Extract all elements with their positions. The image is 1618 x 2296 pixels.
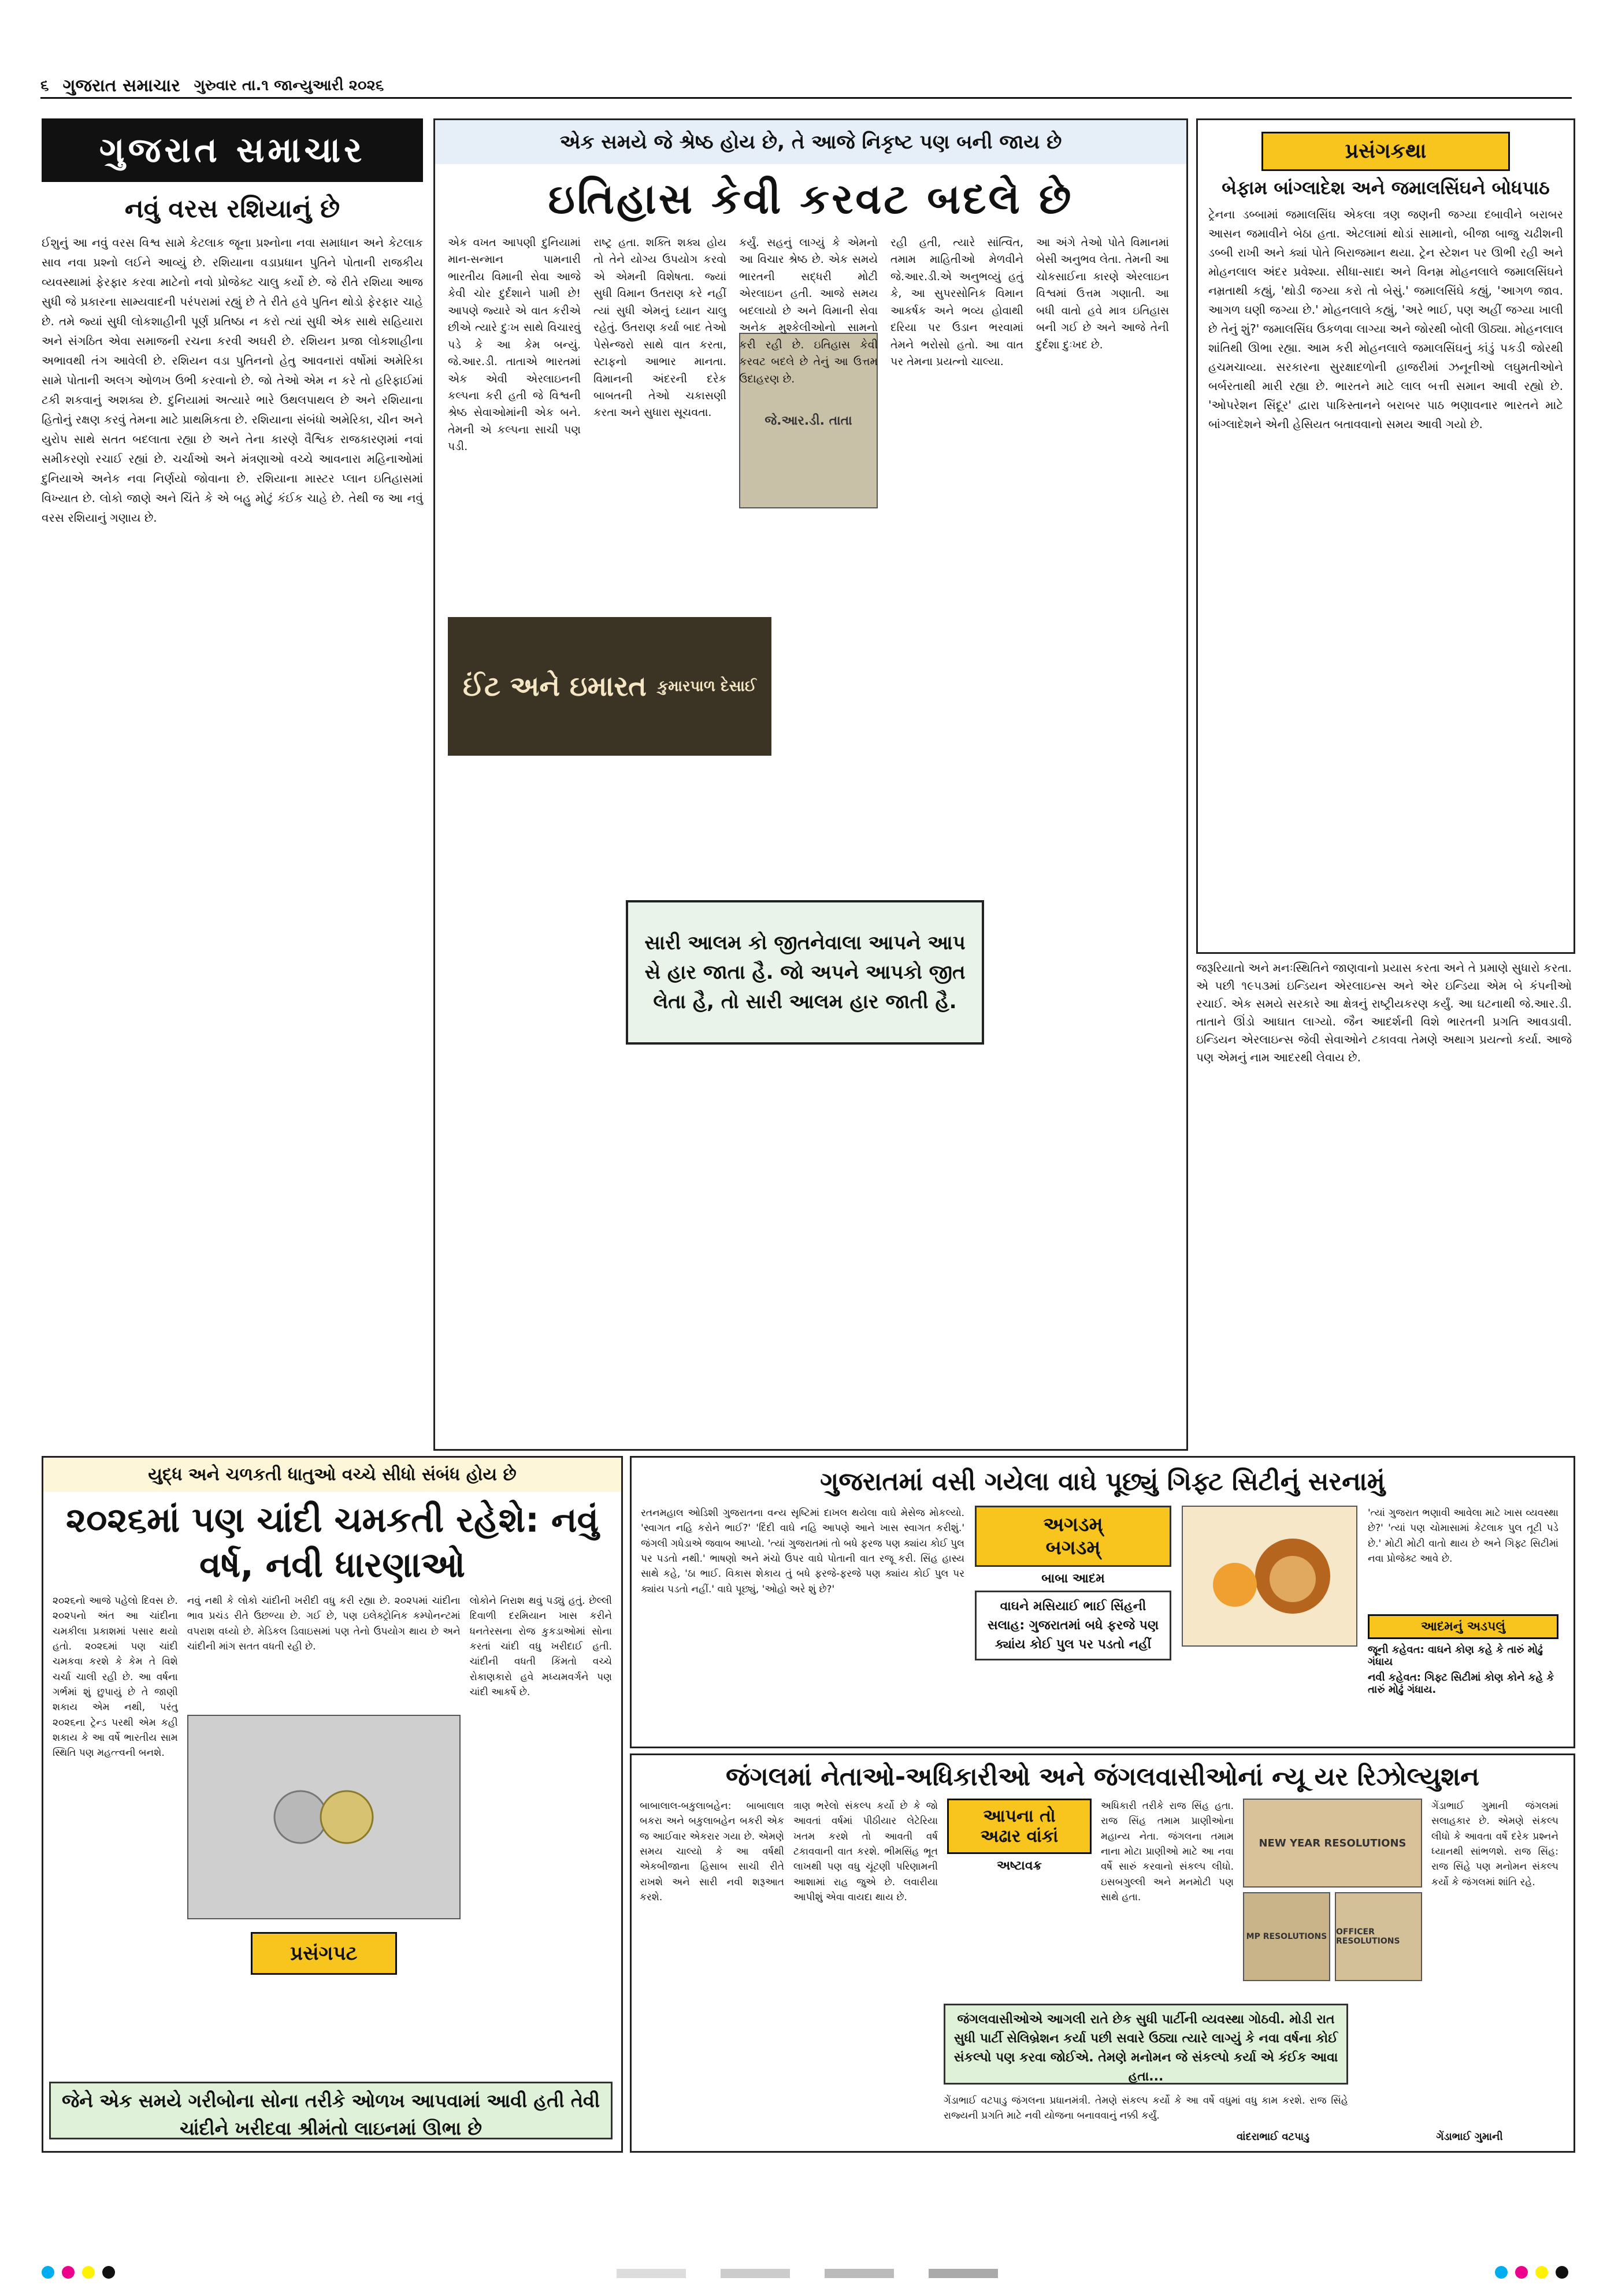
column-ad-title: ઈંટ અને ઇમારત xyxy=(463,670,647,703)
silver-article xyxy=(42,1456,623,2153)
paper-logo: ગુજરાત સમાચાર xyxy=(42,118,423,182)
side-quote-2: નવી કહેવત: ગિફ્ટ સિટીમાં કોણ કોને કહે કે તારું મોઢું ગંધાય. xyxy=(1368,1671,1554,1696)
jungle-col-5: ગેંડાભાઈ ગુમાની જંગલમાં સલાહકાર છે. એમણે સંકલ્પ લીધો કે આવતા વર્ષે દરેક પ્રશ્નને ધ્યાનથી સાંભળશે. રાજ સિંહ: રાજ સિંહે પણ મનોમન સંકલ્પ કર્યો કે જંગલમાં શાંતિ રહે. xyxy=(1431,1800,1558,1888)
editorial-body: ઈશુનું આ નવું વરસ વિશ્વ સામે કેટલાક જૂના પ્રશ્નોના નવા સમાધાન અને કેટલાક સાવ નવા પ્રશ્નો લઈને આવ્યું છે. રશિયાના વડાપ્રધાન પુતિને પોતાની રાજકીય વ્યવસ્થામાં ફેરફાર કરવા માટેનો નવો પ્રોજેક્ટ ચાલુ કર્યો છે. જે રીતે રશિયા આજ સુધી જે પ્રકારના સામ્યવાદની પરંપરામાં રહ્યું છે તે રીતે હવે પુતિન થોડો ફેરફાર ચાહે છે. તમે જ્યાં સુધી લોકશાહીની પૂર્ણ પ્રતિષ્ઠા ન કરો ત્યાં સુધી એક સાથે સહિયારા અને સંગઠિત એવા સમાજની રચના કરવી અઘરી છે. રશિયન પ્રજા લોકશાહીના અભાવથી તંગ આવેલી છે. રશિયન વડા પુતિનનો હેતુ આવનારાં વર્ષોમાં અમેરિકા સામે પોતાની અલગ ઓળખ ઉભી કરવાનો છે. જો તેઓ એમ ન કરે તો હરિફાઈમાં ટકી શકવાનું અશક્ય છે. દુનિયામાં અત્યારે ભારે ઉથલપાથલ છે અને રશિયાના હિતોનું રક્ષણ કરવું તેમના માટે પ્રાથમિકતા છે. રશિયાના સંબંધો અમેરિકા, ચીન અને યુરોપ સાથે સતત બદલાતા રહ્યા છે અને તેના કારણે વૈશ્વિક રાજકારણમાં નવાં સમીકરણો રચાઈ રહ્યાં છે. ચર્ચાઓ અને મંત્રણાઓ વચ્ચે આવનારા મહિનાઓમાં દુનિયાએ અનેક નવા નિર્ણયો જોવાના છે. રશિયાના માસ્ટર પ્લાન ઇતિહાસમાં વિખ્યાત છે. લોકો જાણે અને ચિંતે કે એ બહુ મોટું કંઈક ચાહે છે. તેથી જ આ નવું વરસ રશિયાનું ગણાય છે. xyxy=(42,236,423,525)
jungle-caption-1: વાંદરાભાઈ વટપાડુ xyxy=(1236,2131,1310,2143)
yellow-dot xyxy=(1535,2266,1548,2279)
tiger-article xyxy=(630,1456,1575,1748)
img3-label: OFFICER RESOLUTIONS xyxy=(1336,1927,1400,1946)
silver-title: ૨૦૨૬માં પણ ચાંદી ચમકતી રહેશે: નવું વર્ષ, નવી ધારણાઓ xyxy=(66,1500,599,1585)
jungle-title: જંગલમાં નેતાઓ-અધિકારીઓ અને જંગલવાસીઓનાં ન્યૂ યર રિઝોલ્યુશન xyxy=(726,1762,1479,1792)
silver-col-2: નવું નથી કે લોકો ચાંદીની ખરીદી વધુ કરી રહ્યા છે. ૨૦૨૫માં ચાંદીના ભાવ પ્રચંડ રીતે ઉછળ્યા છે. ગઈ છે, પણ ઇલેક્ટ્રોનિક કમ્પોનન્ટમાં વપરાશ વધ્યો છે. મેડિકલ ડિવાઇસમાં પણ તેનો ઉપયોગ થાય છે અને ચાંદીની માંગ સતત વધતી રહી છે. xyxy=(187,1595,461,1653)
gray-patch xyxy=(721,2269,790,2278)
silver-coins-photo xyxy=(187,1715,461,1919)
editorial xyxy=(42,191,423,1450)
img1-label: NEW YEAR RESOLUTIONS xyxy=(1259,1837,1407,1849)
tag2-line-1: આપના તો xyxy=(983,1806,1056,1826)
side-quote-1: જૂની કહેવત: વાઘને કોણ કહે કે તારું મોઢું ગંધાય xyxy=(1368,1644,1543,1668)
gray-patch xyxy=(617,2269,686,2278)
issue-date: ગુરુવાર તા.૧ જાન્યુઆરી ૨૦૨૬ xyxy=(194,76,384,94)
jungle-col-1: બાબાલાલ-બકુલાબહેન: બાબાલાલ બકરા અને બકુલાબહેન બકરી એક જ આઈવાર એકરાર ગયા છે. એમણે સમય ચાલ્યો કે આ વર્ષથી એકબીજાના હિસાબ સાચી રીતે રાખશે અને સારી નવી શરૂઆત કરશે. xyxy=(640,1800,784,1904)
agadam-bagadam-tag xyxy=(975,1506,1171,1567)
magenta-dot xyxy=(62,2266,75,2279)
tag-line-1: અગડમ્ xyxy=(1043,1513,1103,1536)
column-ad-author: કુમારપાળ દેસાઈ xyxy=(657,677,756,695)
tag2-line-2: અઢાર વાંકાં xyxy=(980,1826,1059,1847)
silver-col-3: લોકોને નિરાશ થવું પડ્યું હતું. છેલ્લી દિવાળી દરમિયાન ખાસ કરીને ધનતેરસના રોજ કુકડાઓમાં સોના કરતાં ચાંદી વધુ ખરીદાઈ હતી. ચાંદીની વધતી કિંમતો વચ્ચે રોકાણકારો હવે મધ્યમવર્ગને પણ ચાંદી આકર્ષે છે. xyxy=(469,1595,612,1699)
adam-adapalu-tag: આદમનું અડપલું xyxy=(1368,1614,1558,1639)
jungle-col-3: અધિકારી તરીકે રાજ સિંહ હતા. રાજ સિંહ તમામ પ્રાણીઓના મહાન્ય નેતા. જંગલના તમામ નાના મોટા પ્રાણીઓ માટે આ નવા વર્ષે સારું કરવાનો સંકલ્પ લીધો. ઇસબગુલ્લી અને મનમોટી પણ સાથે હતા. xyxy=(1101,1800,1234,1904)
coins-icon xyxy=(266,1782,381,1852)
prasangpat-tag: પ્રસંગપટ xyxy=(251,1932,397,1975)
jrd-photo-caption: જે.આર.ડી. તાતા xyxy=(765,413,852,428)
tiger-title: ગુજરાતમાં વસી ગયેલા વાઘે પૂછ્યું ગિફ્ટ સિટીનું સરનામું xyxy=(820,1467,1385,1496)
jungle-caption-2: ગેંડાભાઈ ગુમાની xyxy=(1436,2131,1503,2143)
feature-quote: સારી આલમ કો જીતનેવાલા આપને આપ સે હાર જાતા હૈ. જો અપને આપકો જીત લેતા હૈ, તો સારી આલમ હાર જાતી હૈ. xyxy=(626,900,984,1045)
page-number: ૬ xyxy=(40,76,49,94)
prasang-tag: પ્રસંગકથા xyxy=(1261,132,1510,171)
feature-title: ઇતિહાસ કેવી કરવટ બદલે છે xyxy=(548,174,1074,223)
tiger-author: બાબા આદમ xyxy=(1041,1571,1105,1586)
tiger-lion-illustration xyxy=(1182,1506,1357,1647)
prasang-title: બેફામ બાંગ્લાદેશ અને જમાલસિંઘને બોધપાઠ xyxy=(1222,177,1550,199)
tiger-right-col: 'ત્યાં ગુજરાત ભણાવી આવેલા માટે ખાસ વ્યવસ્થા છે?' 'ત્યાં પણ ચોમાસામાં કેટલાક પુલ તૂટી પડે છે.' મોટી મોટી વાતો થાય છે અને ગિફ્ટ સિટીમાં નવા પ્રોજેક્ટ આવે છે. xyxy=(1368,1507,1558,1565)
editorial-title: નવું વરસ રશિયાનું છે xyxy=(124,194,340,224)
tag-line-2: બગડમ્ xyxy=(1045,1536,1101,1559)
paper-name: ગુજરાત સમાચાર xyxy=(62,75,180,96)
jungle-author: અષ્ટાવક્ર xyxy=(996,1859,1042,1873)
feature-col-5: આ અંગે તેઓ પોતે વિમાનમાં બેસી અનુભવ લેતા. તેમની આ ચોકસાઈના કારણે એરલાઇન વિશ્વમાં ઉત્તમ ગણાતી. આ બધી વાતો હવે માત્ર ઇતિહાસ બની ગઈ છે અને આજે તેની દુર્દશા દુઃખદ છે. xyxy=(1036,236,1169,351)
gray-patch xyxy=(825,2269,894,2278)
registration-dots-right xyxy=(1495,2266,1573,2281)
feature-article xyxy=(433,118,1188,1451)
img2-label: MP RESOLUTIONS xyxy=(1246,1932,1327,1941)
black-dot xyxy=(1556,2266,1568,2279)
aapna-to-tag xyxy=(947,1799,1092,1854)
gray-ramp xyxy=(617,2269,998,2278)
lion-icon xyxy=(1200,1530,1339,1622)
jungle-article xyxy=(630,1753,1575,2153)
yellow-dot xyxy=(82,2266,95,2279)
gray-patch xyxy=(929,2269,998,2278)
silver-kicker: યુદ્ધ અને ચળકતી ધાતુઓ વચ્ચે સીધો સંબંધ હોય છે xyxy=(43,1458,621,1492)
silver-bottom-banner: જેને એક સમયે ગરીબોના સોના તરીકે ઓળખ આપવામાં આવી હતી તેવી ચાંદીને ખરીદવા શ્રીમંતો લાઇનમાં ઊભા છે xyxy=(49,2082,613,2139)
resolution-illustration-2 xyxy=(1243,1892,1330,1981)
magenta-dot xyxy=(1515,2266,1528,2279)
resolution-illustration-3 xyxy=(1335,1892,1422,1981)
feature-col-4: રહી હતી, ત્યારે સાંત્વિત, તમામ માહિતીઓ મેળવીને જે.આર.ડી.એ અનુભવ્યું હતું કે, આ સુપરસોનિક વિમાન આકર્ષક અને ભવ્ય હોવાથી દરિયા પર ઉડાન ભરવામાં તેમને ભરોસો હતો. આ વાત પર તેમના પ્રયત્નો ચાલ્યા. xyxy=(890,236,1023,369)
feature-continuation: જરૂરિયાતો અને મનઃસ્થિતિને જાણવાનો પ્રયાસ કરતા અને તે પ્રમાણે સુધારો કરતા. એ પછી ૧૯૫૩માં ઇન્ડિયન એરલાઇન્સ અને એર ઇન્ડિયા એમ બે કંપનીઓ રચાઈ. એક સમયે સરકારે આ ક્ષેત્રનું રાષ્ટ્રીયકરણ કર્યું. આ ઘટનાથી જે.આર.ડી. તાતાને ઊંડો આઘાત લાગ્યો. જૈન આદર્શની વિશે ભારતની પ્રગતિ આવડાવી. ઇન્ડિયન એરલાઇન્સ જેવી સેવાઓને ટકાવવા તેમણે અથાગ પ્રયત્નો કર્યા. આજે પણ એમનું નામ આદરથી લેવાય છે. xyxy=(1196,961,1572,1064)
color-registration-bar xyxy=(42,2265,1573,2282)
resolution-illustration-1 xyxy=(1243,1799,1422,1888)
feature-col-3: કર્યું. સહનું લાગ્યું કે એમનો આ વિચાર શ્રેષ્ઠ છે. એક સમયે ભારતની સદ્ધરી મોટી એરલાઇન હતી. આજે સમય બદલાયો છે અને વિમાની સેવા અનેક મુશ્કેલીઓનો સામનો કરી રહી છે. ઇતિહાસ કેવી કરવટ બદલે છે તેનું આ ઉત્તમ ઉદાહરણ છે. xyxy=(739,236,878,385)
prasang-body: ટ્રેનના ડબ્બામાં જમાલસિંઘ એકલા ત્રણ જણની જગ્યા દબાવીને બરાબર આસન જમાવીને બેઠા હતા. એટલામાં થોડાં સામાનો, બીજા બાજુ ચઢીશની ડબ્બી રાખી અને ક્યાં પોતે બિરાજમાન થયા. ટ્રેન સ્ટેશન પર ઊભી રહી અને મોહનલાલ અંદર પ્રવેશ્યા. સીધા-સાદા અને વિનમ્ર મોહનલાલે જમાલસિંઘને નમ્રતાથી કહ્યું, 'થોડી જગ્યા કરો તો બેસું.' જમાલસિંઘે કહ્યું, 'આગળ જાવ. આગળ ઘણી જગ્યા છે.' મોહનલાલે કહ્યું, 'અરે ભાઈ, પણ અહીં જગ્યા ખાલી છે તેનું શું?' જમાલસિંઘ ઉકળવા લાગ્યા અને જોરથી બોલી ઊઠ્યા. મોહનલાલ શાંતિથી ઊભા રહ્યા. આમ કરી મોહનલાલે જમાલસિંઘનું કાંડું પકડી જોરથી હચમચાવ્યા. સરકારના સુરક્ષાદળોની હાજરીમાં ઝનૂનીઓ લઘુમતીઓને બર્બરતાથી મારી રહ્યા છે. ભારતને માટે લાલ બત્તી સમાન આવી રહ્યો છે. 'ઓપરેશન સિંદૂર' દ્વારા પાકિસ્તાનને બરાબર પાઠ ભણાવનાર ભારતને માટે બાંગ્લાદેશને એની હેસિયત બતાવવાનો સમય આવી ગયો છે. xyxy=(1208,207,1563,431)
feature-col-2: રાષ્ટ્ર હતા. શક્તિ શક્ય હોય તો તેને યોગ્ય ઉપયોગ કરવો એ એમની વિશેષતા. જ્યાં સુધી વિમાન ઉતરાણ કરે નહીં ત્યાં સુધી એમનું ઘ્યાન ચાલુ રહેતું. ઉતરાણ કર્યા બાદ તેઓ પેસેન્જરો સાથે વાત કરતા, સ્ટાફનો આભાર માનતા. વિમાનની અંદરની દરેક બાબતની તેઓ ચકાસણી કરતા અને સુધારા સૂચવતા. xyxy=(593,236,726,419)
black-dot xyxy=(102,2266,115,2279)
feature-col-1: એક વખત આપણી દુનિયામાં માન-સન્માન પામનારી ભારતીય વિમાની સેવા આજે કેવી ચોર દુર્દશાને પામી છે! આપણે જ્યારે એ વાત કરીએ છીએ ત્યારે દુઃખ સાથે વિચારવું પડે કે આ કેમ બન્યું. જે.આર.ડી. તાતાએ ભારતમાં એક એવી એરલાઇનની કલ્પના કરી હતી જે વિશ્વની શ્રેષ્ઠ સેવાઓમાંની એક બને. તેમની એ કલ્પના સાચી પણ પડી. xyxy=(448,236,581,454)
column-ad xyxy=(448,617,771,756)
cyan-dot xyxy=(1495,2266,1508,2279)
jungle-highlight: જંગલવાસીઓએ આગલી રાતે છેક સુધી પાર્ટીની વ્યવસ્થા ગોઠવી. મોડી રાત સુધી પાર્ટી સેલિબ્રેશન કર્યા પછી સવારે ઉઠ્યા ત્યારે લાગ્યું કે નવા વર્ષના કોઈ સંકલ્પો પણ કરવા જોઈએ. તેમણે મનોમન જે સંકલ્પો કર્યા એ કંઈક આવા હતા... xyxy=(944,2004,1348,2085)
tiger-body: રતનમહાલ ઓડિશી ગુજરાતના વન્ય સૃષ્ટિમાં દાખલ થયેલા વાઘે મેસેજ મોકલ્યો. 'સ્વાગત નહિ કરોને ભાઈ?' 'દિંદી વાઘે નહિ આપણે આને ખાસ સ્વાગત કરીશું.' જંગલી ગધેડાએ જવાબ આપ્યો. 'ત્યાં ગુજરાતમાં તો બધે ફરજ પણ ક્યાંય કોઈ પુલ પર પડતો નથી.' ભાષણો અને મંચો ઉપર વાઘે પોતાની વાત રજૂ કરી. સિંહ હાસ્ય સાથે કહે, 'ઠા ભાઈ. વિકાસ શેકાય તું બધે ફરજે-ફરજે પણ ક્યાંય કોઈ પુલ પર ક્યાંય પડતો નહીં.' વાઘે પૂછ્યું, 'ઓહો અરે શું છે?' xyxy=(641,1507,964,1595)
cyan-dot xyxy=(42,2266,54,2279)
silver-col-1: ૨૦૨૬નો આજે પહેલો દિવસ છે. ૨૦૨૫નો અંત આ ચાંદીના ચમકીલા પ્રકાશમાં પસાર થયો હતો. ૨૦૨૬માં પણ ચાંદી ચમકવા કરશે કે કેમ તે વિશે ચર્ચા ચાલી રહી છે. આ વર્ષના ગર્ભમાં શું છુપાયું છે તે જાણી શકાય એમ નથી, પરંતુ ૨૦૨૬ના ટ્રેન્ડ પરથી એમ કહી શકાય કે આ વર્ષે ભારતીય સામ સ્થિતિ પણ મહત્ત્વની બનશે. xyxy=(53,1595,178,1759)
masthead xyxy=(40,74,1572,99)
feature-kicker: એક સમયે જે શ્રેષ્ઠ હોય છે, તે આજે નિકૃષ્ટ પણ બની જાય છે xyxy=(435,120,1186,164)
registration-dots-left xyxy=(42,2266,120,2281)
jungle-col-4: ગેંડાભાઈ વટપાડુ જંગલના પ્રધાનમંત્રી. તેમણે સંકલ્પ કર્યો કે આ વર્ષે વધુમાં વધુ કામ કરશે. રાજ સિંહે રાજ્યની પ્રગતિ માટે નવી યોજના બનાવવાનું નક્કી કર્યું. xyxy=(944,2095,1348,2122)
jungle-col-2: ત્રાણ ભરેલો સંકલ્પ કર્યો છે કે જો આવતાં વર્ષમાં પીઠીયાર લેટેરિયા ખતમ કરશે તો આવતી વર્ષ ટકાવવાની વાત કરશે. ભીમસિંહ ભૂત લાખથી પણ વધુ ચૂંટણી પરિણામની આશામાં રાહ જુએ છે. લવારીયા આપીશું એવા વાયદા થાય છે. xyxy=(793,1800,938,1904)
prasang-katha xyxy=(1196,118,1575,954)
tiger-advice: વાઘને મસિયાઈ ભાઈ સિંહની સલાહ: ગુજરાતમાં બધે ફરજે પણ ક્યાંય કોઈ પુલ પર પડતો નહીં xyxy=(975,1591,1171,1660)
